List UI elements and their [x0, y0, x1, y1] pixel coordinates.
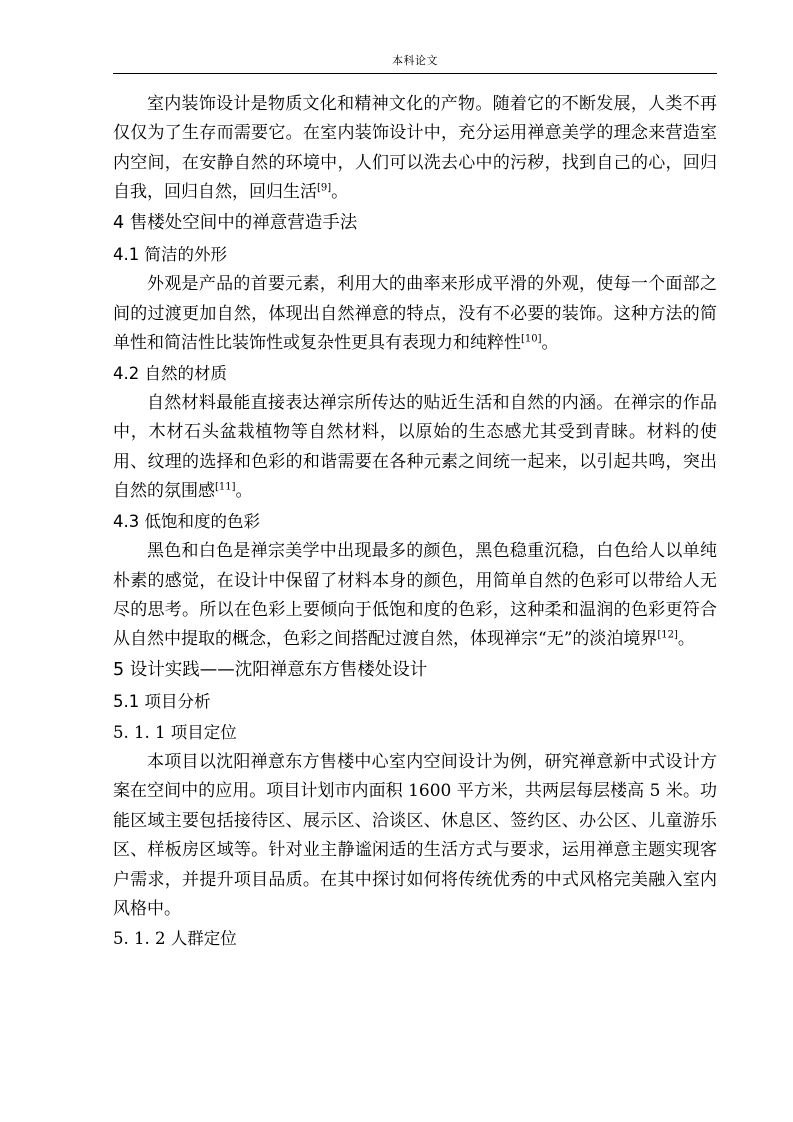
paragraph-tail: 。 [541, 333, 559, 354]
heading-text: 项目定位 [170, 722, 237, 742]
section-heading-4: 4 售楼处空间中的禅意营造手法 [113, 212, 358, 233]
paragraph-text: 室内装饰设计是物质文化和精神文化的产物。随着它的不断发展，人类不再仅仅为了生存而需要它。在室内装饰设计中，充分运用禅意美学的理念来营造室内空间，在安静自然的环境中，人们可以洗去心中的污秽，找到自己的心，回归自我，回归自然，回归生活 [113, 94, 717, 203]
heading-number: 5. 1. 2 [113, 929, 166, 949]
header-divider [113, 73, 717, 74]
section-heading-5: 5 设计实践——沈阳禅意东方售楼处设计 [113, 659, 428, 680]
paragraph-tail: 。 [677, 629, 695, 650]
heading-text: 人群定位 [170, 929, 237, 949]
paragraph-intro [113, 90, 717, 208]
document-body [113, 90, 717, 955]
subsection-heading-5-1: 5.1 项目分析 [113, 692, 211, 712]
page-header: 本科论文 [392, 54, 438, 67]
paragraph-text: 自然材料最能直接表达禅宗所传达的贴近生活和自然的内涵。在禅宗的作品中，木材石头盆栽植物等自然材料，以原始的生态感尤其受到青睐。材料的使用、纹理的选择和色彩的和谐需要在各种元素之间统一起来，以引起共鸣，突出自然的氛围感 [113, 393, 717, 502]
paragraph-5-1-1 [113, 748, 717, 924]
subsubsection-heading-5-1-2 [113, 924, 717, 953]
paragraph-text: 本项目以沈阳禅意东方售楼中心室内空间设计为例，研究禅意新中式设计方案在空间中的应用。项目计划市内面积 1600 平方米，共两层每层楼高 5 米。功能区域主要包括接待区、展示区、洽谈区、休息区、签约区、办公区、儿童游乐区、样板房区域等。针对业主静谧闲适的生活方式与要求，运用禅意主题实现客户需求，并提升项目品质。在其中探讨如何将传统优秀的中式风格完美融入室内风格中。 [113, 751, 717, 919]
paragraph-tail: 。 [331, 182, 349, 203]
citation-ref: [12] [657, 629, 678, 641]
paragraph-text: 外观是产品的首要元素，利用大的曲率来形成平滑的外观，使每一个面部之间的过渡更加自然，体现出自然禅意的特点，没有不必要的装饰。这种方法的简单性和简洁性比装饰性或复杂性更具有表现力和纯粹性 [113, 274, 717, 354]
paragraph-text: 黑色和白色是禅宗美学中出现最多的颜色，黑色稳重沉稳，白色给人以单纯朴素的感觉，在设计中保留了材料本身的颜色，用简单自然的色彩可以带给人无尽的思考。所以在色彩上要倾向于低饱和度的色彩，这种柔和温润的色彩更符合从自然中提取的概念，色彩之间搭配过渡自然，体现禅宗“无”的淡泊境界 [113, 541, 717, 650]
subsection-heading-4-2: 4.2 自然的材质 [113, 363, 227, 383]
paragraph-4-1 [113, 270, 717, 358]
paragraph-4-3 [113, 537, 717, 655]
citation-ref: [9] [317, 182, 332, 194]
subsection-heading-4-1: 4.1 简洁的外形 [113, 245, 227, 265]
citation-ref: [10] [521, 333, 542, 345]
paragraph-tail: 。 [235, 481, 253, 502]
citation-ref: [11] [215, 481, 236, 493]
subsubsection-heading-5-1-1 [113, 718, 717, 747]
paragraph-4-2 [113, 389, 717, 507]
subsection-heading-4-3: 4.3 低饱和度的色彩 [113, 511, 260, 531]
heading-number: 5. 1. 1 [113, 722, 166, 742]
